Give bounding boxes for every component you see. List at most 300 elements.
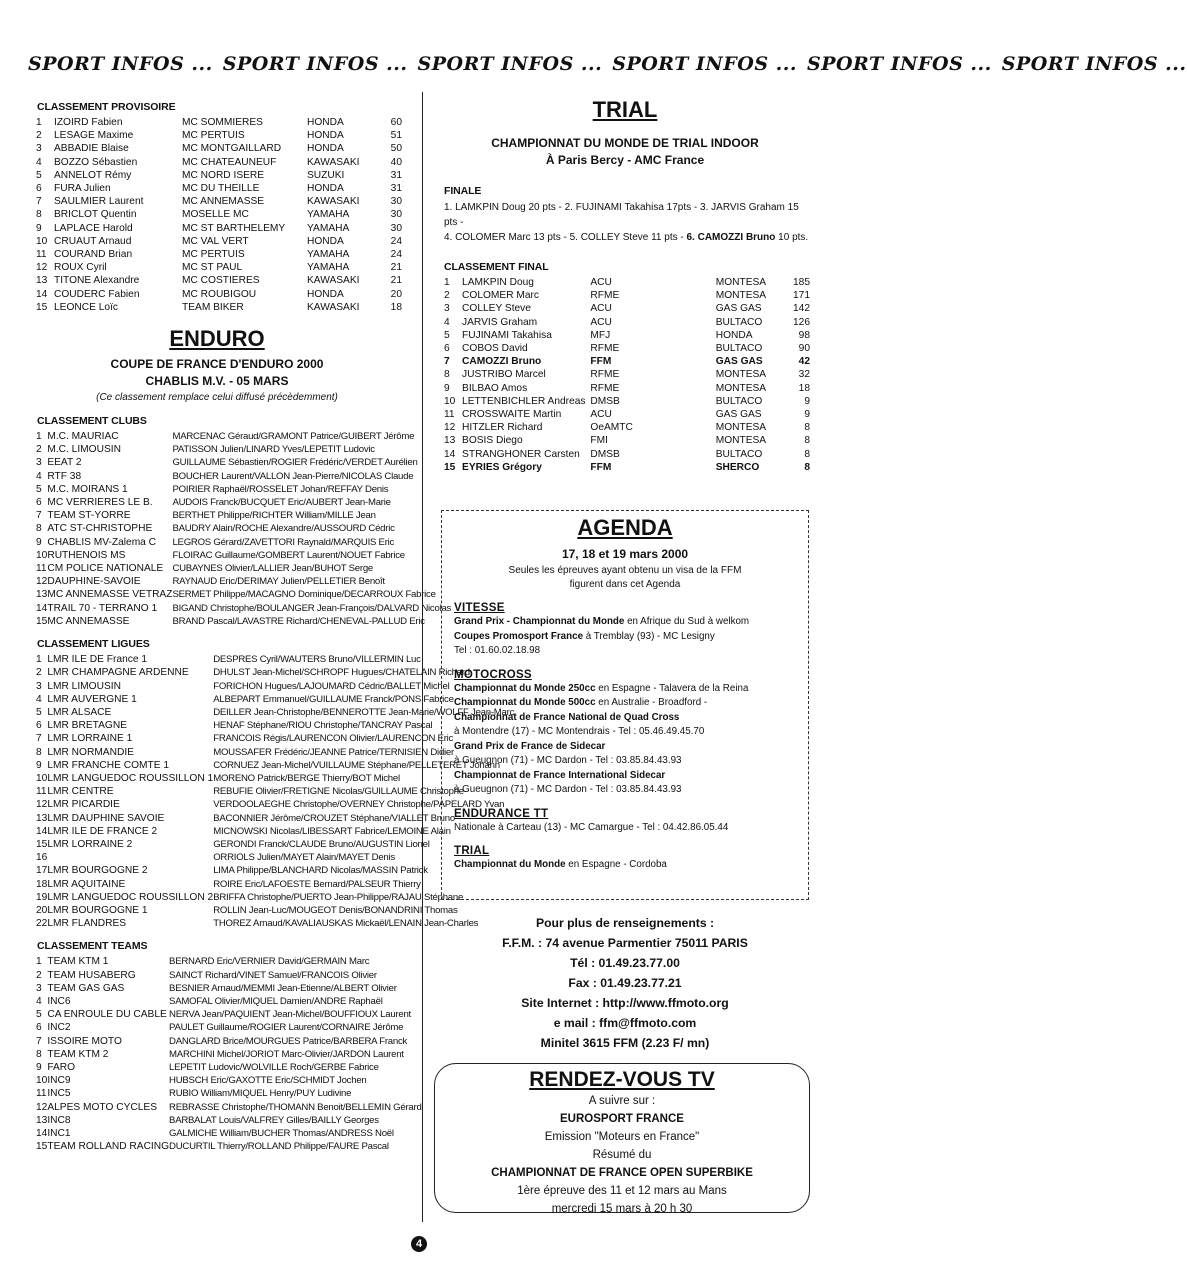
agenda-box — [441, 510, 809, 900]
table-row — [32, 615, 451, 628]
finale-results — [444, 200, 810, 245]
table-cell: 5 — [36, 706, 42, 718]
agenda-line — [454, 682, 808, 697]
table-cell: 10 — [36, 235, 48, 247]
table-row — [32, 1140, 422, 1153]
table-cell: 8 — [804, 422, 810, 434]
tv-title: RENDEZ-VOUS TV — [529, 1068, 715, 1091]
table-row — [440, 395, 810, 408]
table-cell: MORENO Patrick/BERGE Thierry/BOT Michel — [213, 772, 400, 784]
table-row — [32, 235, 402, 248]
table-cell: 8 — [36, 746, 42, 758]
table-cell: 2 — [36, 444, 42, 456]
final-heading: CLASSEMENT FINAL — [444, 261, 549, 273]
table-cell: M.C. MAURIAC — [47, 431, 119, 443]
table-cell: 30 — [390, 209, 402, 221]
table-cell: REBUFIE Olivier/FRETIGNE Nicolas/GUILLAUME Christophe — [213, 786, 464, 798]
table-cell: 10 — [36, 549, 48, 561]
info-minitel: Minitel 3615 FFM (2.23 F/ mn) — [540, 1036, 710, 1050]
trial-subtitle: CHAMPIONNAT DU MONDE DE TRIAL INDOOR — [491, 136, 759, 150]
table-cell: LMR NORMANDIE — [47, 746, 134, 758]
contact-info — [440, 913, 810, 1053]
table-cell: GERONDI Franck/CLAUDE Bruno/AUGUSTIN Lionel — [213, 838, 430, 850]
table-row — [32, 443, 451, 456]
agenda-title: AGENDA — [577, 515, 673, 540]
table-cell: MC ROUBIGOU — [182, 288, 257, 300]
table-cell: SAULMIER Laurent — [54, 196, 144, 208]
table-cell: TITONE Alexandre — [54, 275, 140, 287]
table-cell: BILBAO Amos — [462, 382, 528, 394]
table-cell: BERNARD Eric/VERNIER David/GERMAIN Marc — [169, 956, 370, 968]
table-cell: 31 — [390, 183, 402, 195]
table-cell: 126 — [793, 316, 810, 328]
table-cell: 4 — [36, 470, 42, 482]
table-cell: STRANGHONER Carsten — [462, 448, 580, 460]
table-cell: NERVA Jean/PAQUIENT Jean-Michel/BOUFFIOUX Laurent — [169, 1009, 411, 1021]
table-cell: CRUAUT Arnaud — [54, 235, 132, 247]
agenda-line: Tel : 01.60.02.18.98 — [454, 645, 541, 656]
table-cell: KAWASAKI — [307, 301, 360, 313]
agenda-line — [454, 711, 808, 726]
table-cell: MC ST BARTHELEMY — [182, 222, 286, 234]
table-cell: COURAND Brian — [54, 249, 133, 261]
table-cell: RFME — [590, 290, 620, 302]
table-cell: ROLLIN Jean-Luc/MOUGEOT Denis/BONANDRINI Thomas — [213, 904, 458, 916]
table-cell: MONTESA — [715, 277, 767, 288]
table-cell: 6 — [36, 1022, 42, 1034]
provisoire-heading: CLASSEMENT PROVISOIRE — [37, 101, 176, 113]
agenda-line-bold: Championnat de France National de Quad Cross — [454, 711, 680, 723]
table-cell: MC VAL VERT — [182, 235, 249, 247]
table-cell: 14 — [36, 288, 48, 300]
agenda-line-bold: Grand Prix - Championnat du Monde — [454, 616, 625, 627]
table-cell: YAMAHA — [307, 262, 350, 274]
table-row — [32, 588, 451, 601]
agenda-line-bold: Championnat de France International Sidecar — [454, 769, 666, 781]
table-cell: 9 — [36, 759, 42, 771]
table-cell: BOUCHER Laurent/VALLON Jean-Pierre/NICOLAS Claude — [172, 470, 414, 482]
table-cell: 90 — [798, 343, 810, 355]
table-cell: TRAIL 70 - TERRANO 1 — [47, 602, 158, 614]
table-cell: MC MONTGAILLARD — [182, 143, 282, 155]
table-cell: BRICLOT Quentin — [54, 209, 137, 221]
table-cell: 7 — [36, 1035, 42, 1047]
table-cell: EYRIES Grégory — [462, 461, 542, 473]
table-cell: 11 — [444, 409, 455, 421]
table-row — [32, 1061, 422, 1074]
table-cell: ALBEPART Emmanuel/GUILLAUME Franck/PONS Fabrice — [213, 693, 454, 705]
table-cell: FFM — [590, 461, 612, 473]
table-row — [32, 1127, 422, 1140]
finale-line-part: 4. COLOMER Marc 13 pts - 5. COLLEY Steve 11 pts - — [444, 232, 687, 243]
agenda-line — [454, 858, 808, 873]
banner-text: SPORT INFOS ... — [1001, 53, 1187, 75]
table-cell: 98 — [798, 329, 810, 341]
table-cell: LMR AUVERGNE 1 — [47, 693, 137, 705]
table-cell: 18 — [390, 301, 402, 313]
table-cell: 15 — [36, 1141, 48, 1153]
table-cell: MOUSSAFER Frédéric/JEANNE Patrice/TERNISIEN Didier — [213, 746, 454, 758]
table-row — [440, 461, 810, 474]
table-row — [32, 1048, 422, 1061]
table-cell: TEAM ROLLAND RACING — [47, 1141, 170, 1153]
teams-heading: CLASSEMENT TEAMS — [37, 940, 148, 953]
table-cell: 11 — [36, 1088, 47, 1100]
agenda-note — [442, 564, 808, 592]
agenda-line — [454, 615, 808, 630]
tv-line: Emission "Moteurs en France" — [544, 1131, 700, 1143]
table-row — [440, 276, 810, 289]
table-cell: PAULET Guillaume/ROGIER Laurent/CORNAIRE Jérôme — [169, 1022, 404, 1034]
table-cell: KAWASAKI — [307, 196, 360, 208]
table-cell: LAPLACE Harold — [54, 222, 133, 234]
agenda-line: à Montendre (17) - MC Montendrais - Tel : 05.46.49.45.70 — [454, 726, 705, 737]
table-cell: CAMOZZI Bruno — [462, 356, 542, 368]
table-cell: ACU — [590, 303, 612, 315]
table-row — [440, 342, 810, 355]
table-cell: 14 — [444, 448, 456, 460]
table-cell: MICNOWSKI Nicolas/LIBESSART Fabrice/LEMOINE Alain — [213, 825, 451, 837]
agenda-line: à Gueugnon (71) - MC Dardon - Tel : 03.85.84.43.93 — [454, 755, 682, 766]
trial-table — [440, 276, 810, 474]
table-cell: TEAM KTM 2 — [47, 1048, 109, 1060]
table-cell: 21 — [390, 262, 402, 274]
table-cell: MARCHINI Michel/JORIOT Marc-Olivier/JARDON Laurent — [169, 1048, 404, 1060]
agenda-line-text: en Afrique du Sud à welkom — [624, 616, 750, 627]
table-cell: LMR DAUPHINE SAVOIE — [47, 812, 165, 824]
info-fax: Fax : 01.49.23.77.21 — [568, 976, 682, 990]
table-row — [440, 302, 810, 315]
table-cell: 12 — [36, 576, 48, 588]
table-cell: LEGROS Gérard/ZAVETTORI Raynald/MARQUIS Eric — [172, 536, 395, 548]
table-cell: EEAT 2 — [47, 457, 82, 469]
table-row — [32, 195, 402, 208]
table-cell: 142 — [793, 303, 810, 315]
table-cell: LMR PICARDIE — [47, 799, 120, 811]
table-cell: BULTACO — [715, 448, 763, 460]
agenda-line-text: en Australie - Broadford - — [595, 697, 708, 708]
table-cell: LMR CHAMPAGNE ARDENNE — [47, 667, 189, 679]
table-cell: MC NORD ISERE — [182, 169, 265, 181]
table-cell: 13 — [36, 812, 48, 824]
table-cell: TEAM BIKER — [182, 301, 244, 313]
finale-line — [444, 230, 810, 245]
table-cell: 9 — [804, 409, 810, 421]
table-cell: MONTESA — [715, 435, 767, 447]
table-cell: MC ANNEMASSE — [182, 196, 265, 208]
table-cell: 10 — [444, 395, 456, 407]
table-row — [32, 261, 402, 274]
table-cell: MONTESA — [715, 422, 767, 434]
table-row — [32, 575, 451, 588]
table-cell: 10 — [36, 772, 48, 784]
table-cell: MC ST PAUL — [182, 262, 243, 274]
table-cell: MC ANNEMASSE — [47, 615, 130, 627]
table-cell: VERDOOLAEGHE Christophe/OVERNEY Christophe/PAPELARD Yvan — [213, 799, 505, 811]
agenda-line-text: à Tremblay (93) - MC Lesigny — [583, 630, 715, 642]
table-cell: BAUDRY Alain/ROCHE Alexandre/AUSSOURD Cédric — [172, 523, 395, 535]
tv-program: CHAMPIONNAT DE FRANCE OPEN SUPERBIKE — [491, 1167, 753, 1179]
table-cell: 3 — [36, 680, 42, 692]
table-cell: 171 — [793, 290, 810, 302]
banner-text: SPORT INFOS ... — [222, 53, 408, 75]
finale-line-part: 10 pts. — [775, 232, 809, 243]
table-cell: 31 — [390, 169, 402, 181]
table-row — [32, 483, 451, 496]
table-cell: 5 — [36, 1009, 42, 1021]
banner-text: SPORT INFOS ... — [28, 53, 213, 75]
table-cell: SAINCT Richard/VINET Samuel/FRANCOIS Olivier — [169, 969, 377, 981]
table-row — [440, 355, 810, 368]
table-cell: 185 — [793, 277, 810, 288]
finale-line-highlight: 6. CAMOZZI Bruno — [686, 232, 776, 243]
table-row — [32, 995, 422, 1008]
table-cell: 4 — [36, 156, 42, 168]
table-cell: DANGLARD Brice/MOURGUES Patrice/BARBERA Franck — [169, 1035, 408, 1047]
table-cell: INC8 — [47, 1114, 71, 1126]
table-cell: DHULST Jean-Michel/SCHROPF Hugues/CHATELAIN Richard — [213, 667, 470, 679]
table-cell: TEAM GAS GAS — [47, 982, 125, 994]
table-cell: 24 — [390, 249, 402, 261]
table-cell: DEILLER Jean-Christophe/BENNEROTTE Jean-Marie/WOLFF Jean-Marc — [213, 706, 515, 718]
table-cell: POIRIER Raphaël/ROSSELET Johan/REFFAY Denis — [172, 483, 389, 495]
table-cell: INC2 — [47, 1022, 71, 1034]
table-cell: INC1 — [47, 1128, 71, 1139]
table-cell: COLLEY Steve — [462, 303, 531, 315]
table-cell: CUBAYNES Olivier/LALLIER Jean/BUHOT Serge — [172, 563, 373, 575]
table-cell: MC ANNEMASSE VETRAZ — [47, 589, 173, 601]
agenda-note-line: Seules les épreuves ayant obtenu un visa de la FFM — [508, 565, 742, 576]
table-cell: LMR LIMOUSIN — [47, 680, 121, 692]
trial-title: TRIAL — [592, 97, 658, 122]
table-cell: AUDOIS Franck/BUCQUET Eric/AUBERT Jean-Marie — [172, 497, 391, 509]
table-row — [32, 169, 402, 182]
table-cell: LMR ALSACE — [47, 706, 112, 718]
table-cell: 7 — [36, 196, 42, 208]
table-cell: FRANCOIS Régis/LAURENCON Olivier/LAURENCON Eric — [213, 733, 454, 745]
table-cell: 14 — [36, 602, 48, 614]
table-cell: 9 — [444, 382, 450, 394]
table-cell: 8 — [36, 523, 42, 535]
table-cell: LMR FRANCHE COMTE 1 — [47, 759, 170, 771]
table-cell: MC DU THEILLE — [182, 183, 260, 195]
table-cell: 12 — [36, 1101, 48, 1113]
table-row — [32, 1035, 422, 1048]
agenda-line-text: en Espagne - Cordoba — [565, 859, 667, 870]
table-cell: 19 — [36, 891, 48, 903]
table-cell: RFME — [590, 382, 620, 394]
table-cell: 9 — [36, 1061, 42, 1073]
agenda-line — [454, 630, 808, 645]
table-cell: FARO — [47, 1061, 76, 1073]
table-cell: BACONNIER Jérôme/CROUZET Stéphane/VIALLET Bruno — [213, 812, 455, 824]
tv-line: A suivre sur : — [588, 1095, 656, 1107]
table-cell: 18 — [798, 382, 810, 394]
table-cell: LEONCE Loïc — [54, 301, 118, 313]
table-cell: 40 — [390, 156, 402, 168]
table-row — [32, 156, 402, 169]
table-cell: RFME — [590, 343, 620, 355]
table-cell: HITZLER Richard — [462, 422, 543, 434]
table-row — [440, 368, 810, 381]
table-cell: YAMAHA — [307, 249, 350, 261]
table-row — [32, 222, 402, 235]
table-row — [32, 496, 451, 509]
table-row — [32, 470, 451, 483]
table-cell: RTF 38 — [47, 470, 82, 482]
table-cell: ROUX Cyril — [54, 262, 107, 274]
tv-channel: EUROSPORT FRANCE — [560, 1113, 684, 1125]
right-column — [440, 95, 810, 474]
table-cell: CA ENROULE DU CABLE — [47, 1009, 167, 1021]
table-cell: 4 — [36, 693, 42, 705]
table-row — [32, 536, 451, 549]
table-cell: ATC ST-CHRISTOPHE — [47, 523, 153, 535]
table-row — [32, 1114, 422, 1127]
table-cell: 17 — [36, 865, 48, 877]
table-cell: GUILLAUME Sébastien/ROGIER Frédéric/VERDET Aurélien — [172, 457, 418, 469]
table-cell: 30 — [390, 222, 402, 234]
table-cell: TEAM HUSABERG — [47, 969, 136, 981]
table-cell: LIMA Philippe/BLANCHARD Nicolas/MASSIN Patrick — [213, 865, 428, 877]
table-cell — [47, 851, 213, 864]
table-cell: LMR ILE DE France 1 — [47, 654, 147, 666]
table-cell: TEAM ST-YORRE — [47, 510, 131, 522]
table-cell: FFM — [590, 356, 612, 368]
table-cell: MC COSTIERES — [182, 275, 260, 287]
agenda-line — [454, 696, 808, 711]
rendez-vous-tv-box — [434, 1063, 810, 1213]
table-cell: 1 — [36, 956, 42, 968]
table-cell: DAUPHINE-SAVOIE — [47, 576, 141, 588]
table-cell: 2 — [36, 969, 42, 981]
table-cell: RFME — [590, 369, 620, 381]
table-cell: 3 — [36, 143, 42, 155]
table-cell: RAYNAUD Eric/DERIMAY Julien/PELLETIER Benoît — [172, 576, 385, 588]
table-cell: LAMKPIN Doug — [462, 277, 534, 288]
table-cell: 12 — [36, 799, 48, 811]
table-row — [32, 602, 451, 615]
table-cell: LMR LANGUEDOC ROUSSILLON 1 — [47, 772, 214, 784]
table-cell: 14 — [36, 1128, 48, 1139]
table-cell: 2 — [444, 290, 450, 302]
table-cell: MOSELLE MC — [182, 209, 249, 221]
table-cell: 42 — [798, 356, 810, 368]
agenda-dates: 17, 18 et 19 mars 2000 — [561, 547, 689, 561]
table-cell: CROSSWAITE Martin — [462, 409, 562, 421]
table-cell: BULTACO — [715, 343, 763, 355]
table-cell: IZOIRD Fabien — [54, 117, 123, 128]
table-cell: ACU — [590, 316, 612, 328]
table-cell: LMR LORRAINE 2 — [47, 838, 133, 850]
enduro-note: (Ce classement remplace celui diffusé précèdemment) — [96, 392, 338, 404]
enduro-subtitle: COUPE DE FRANCE D'ENDURO 2000 — [110, 357, 324, 372]
table-cell: ACU — [590, 409, 612, 421]
table-cell: LMR LANGUEDOC ROUSSILLON 2 — [47, 891, 214, 903]
table-cell: MONTESA — [715, 290, 767, 302]
table-cell: 7 — [444, 356, 450, 368]
table-cell: BOSIS Diego — [462, 435, 523, 447]
tv-line: mercredi 15 mars à 20 h 30 — [551, 1203, 693, 1215]
agenda-line-bold: Championnat du Monde 500cc — [454, 697, 596, 708]
table-cell: SHERCO — [715, 461, 760, 473]
table-cell: TEAM KTM 1 — [47, 956, 109, 968]
table-row — [32, 549, 451, 562]
agenda-line-bold: Championnat du Monde — [454, 859, 566, 870]
table-cell: 24 — [390, 235, 402, 247]
table-cell: 15 — [444, 461, 456, 473]
table-row — [440, 316, 810, 329]
table-cell: LMR CENTRE — [47, 786, 114, 798]
table-cell: 12 — [444, 422, 456, 434]
table-cell: FUJINAMI Takahisa — [462, 329, 552, 341]
table-cell: YAMAHA — [307, 222, 350, 234]
agenda-line-bold: Championnat du Monde 250cc — [454, 682, 596, 694]
agenda-cat-trial: TRIAL — [454, 845, 490, 857]
table-cell: 4 — [444, 316, 450, 328]
table-row — [32, 182, 402, 195]
table-cell: BULTACO — [715, 395, 763, 407]
table-cell: HONDA — [715, 329, 753, 341]
table-row — [440, 408, 810, 421]
clubs-table — [32, 430, 451, 628]
agenda-note-line: figurent dans cet Agenda — [569, 579, 681, 590]
table-cell: 4 — [36, 995, 42, 1007]
table-cell: 11 — [36, 249, 47, 261]
agenda-line: à Gueugnon (71) - MC Dardon - Tel : 03.85.84.43.93 — [454, 784, 682, 795]
table-cell: SERMET Philippe/MACAGNO Dominique/DECARROUX Fabrice — [172, 589, 436, 601]
table-cell: FMI — [590, 435, 608, 447]
table-cell: 13 — [36, 589, 48, 601]
table-cell: 15 — [36, 838, 48, 850]
table-cell: LMR BOURGOGNE 2 — [47, 865, 148, 877]
table-row — [32, 430, 451, 443]
table-row — [32, 1101, 422, 1114]
table-row — [32, 129, 402, 142]
table-cell: 15 — [36, 301, 48, 313]
table-row — [440, 329, 810, 342]
table-cell: DUCURTIL Thierry/ROLLAND Philippe/FAURE Pascal — [169, 1141, 389, 1153]
table-cell: 1 — [36, 654, 42, 666]
table-cell: 22 — [36, 918, 48, 930]
table-cell: 16 — [36, 852, 48, 864]
table-row — [32, 274, 402, 287]
agenda-line — [454, 740, 808, 755]
table-row — [32, 522, 451, 535]
table-cell: MC PERTUIS — [182, 130, 245, 142]
table-cell: MC VERRIERES LE B. — [47, 497, 153, 509]
table-cell: JUSTRIBO Marcel — [462, 369, 546, 381]
table-cell: 5 — [36, 169, 42, 181]
table-cell: GALMICHE William/BUCHER Thomas/ANDRESS Noël — [169, 1128, 394, 1139]
table-cell: BARBALAT Louis/VALFREY Gilles/BAILLY Georges — [169, 1114, 379, 1126]
table-cell: LMR AQUITAINE — [47, 878, 126, 890]
table-cell: MC SOMMIERES — [182, 117, 263, 128]
tv-line: Résumé du — [592, 1149, 652, 1161]
table-row — [32, 1021, 422, 1034]
table-row — [440, 448, 810, 461]
table-cell: DMSB — [590, 395, 620, 407]
table-cell: ORRIOLS Julien/MAYET Alain/MAYET Denis — [213, 852, 395, 864]
table-cell: SAMOFAL Olivier/MIQUEL Damien/ANDRE Raphaël — [169, 995, 383, 1007]
finale-heading: FINALE — [444, 185, 482, 197]
table-cell: 21 — [390, 275, 402, 287]
table-cell: 8 — [804, 461, 810, 473]
table-cell: 5 — [444, 329, 450, 341]
agenda-line-bold: Grand Prix de France de Sidecar — [454, 740, 606, 752]
table-cell: 8 — [36, 209, 42, 221]
table-cell: JARVIS Graham — [462, 316, 538, 328]
